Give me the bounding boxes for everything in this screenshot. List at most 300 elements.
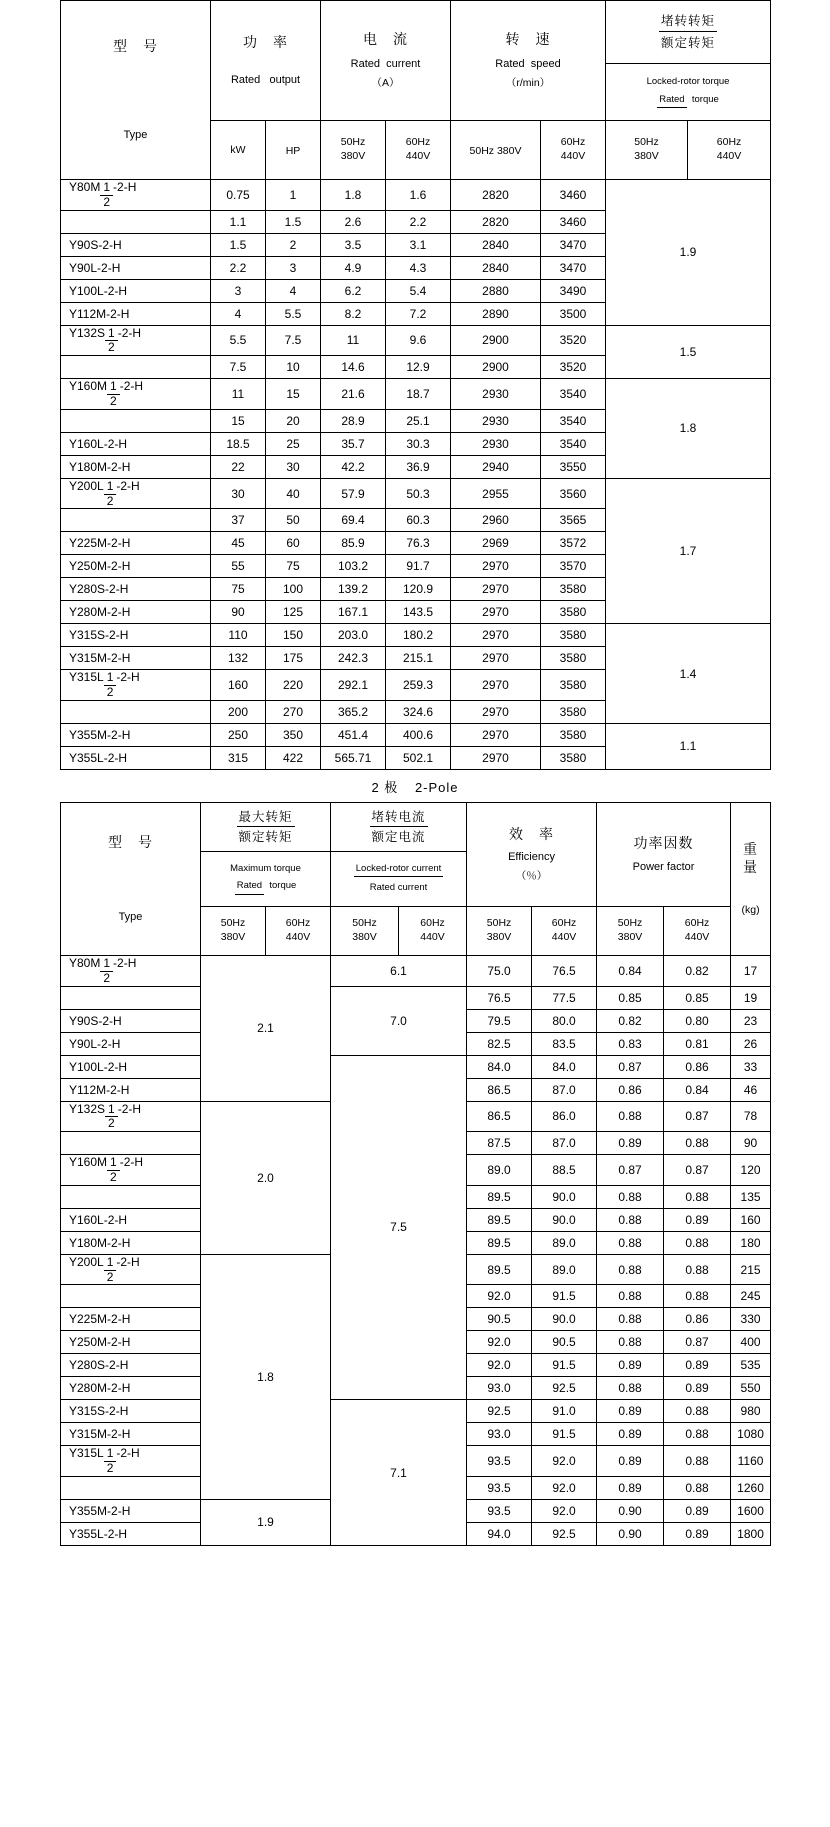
cell-power-factor-60hz: 0.89 (664, 1499, 731, 1522)
header-lrc-cn-bot: 额定电流 (371, 829, 426, 844)
cell-current-50hz: 8.2 (321, 302, 386, 325)
cell-current-50hz: 139.2 (321, 578, 386, 601)
table1-header-row-1 (61, 1, 771, 64)
cell-power-factor-50hz: 0.89 (597, 1354, 664, 1377)
cell-efficiency-50hz: 86.5 (467, 1101, 532, 1132)
cell-current-60hz: 9.6 (386, 325, 451, 356)
cell-speed-50hz: 2970 (451, 723, 541, 746)
cell-power-factor-60hz: 0.88 (664, 1254, 731, 1285)
cell-weight: 46 (731, 1078, 771, 1101)
cell-speed-50hz: 2820 (451, 210, 541, 233)
cell-speed-50hz: 2970 (451, 555, 541, 578)
cell-locked-rotor-current-ratio: 7.0 (331, 986, 467, 1055)
cell-hp: 75 (266, 555, 321, 578)
header-type-cn: 型 号 (113, 38, 158, 55)
cell-current-60hz: 1.6 (386, 180, 451, 211)
cell-current-50hz: 21.6 (321, 379, 386, 410)
cell-efficiency-60hz: 77.5 (532, 986, 597, 1009)
table2-body (61, 955, 771, 1545)
header-type-en: Type (123, 129, 148, 142)
cell-weight: 980 (731, 1400, 771, 1423)
cell-current-50hz: 1.8 (321, 180, 386, 211)
cell-power-factor-60hz: 0.88 (664, 1132, 731, 1155)
type-cell (61, 356, 211, 379)
type-cell: Y160L-2-H (61, 432, 211, 455)
cell-weight: 26 (731, 1032, 771, 1055)
cell-speed-60hz: 3560 (541, 478, 606, 509)
cell-speed-50hz: 2940 (451, 455, 541, 478)
cell-efficiency-60hz: 91.5 (532, 1285, 597, 1308)
cell-power-factor-60hz: 0.80 (664, 1009, 731, 1032)
cell-speed-60hz: 3490 (541, 279, 606, 302)
cell-current-50hz: 203.0 (321, 624, 386, 647)
cell-current-60hz: 400.6 (386, 723, 451, 746)
cell-max-torque-ratio: 2.1 (201, 955, 331, 1101)
cell-current-60hz: 2.2 (386, 210, 451, 233)
cell-power-factor-60hz: 0.88 (664, 1185, 731, 1208)
cell-speed-50hz: 2930 (451, 379, 541, 410)
type-cell (61, 700, 211, 723)
cell-efficiency-50hz: 86.5 (467, 1078, 532, 1101)
type-cell (61, 509, 211, 532)
header-current-en: Rated current (350, 57, 421, 70)
cell-power-factor-60hz: 0.88 (664, 1476, 731, 1499)
cell-efficiency-50hz: 94.0 (467, 1522, 532, 1545)
type-cell: Y90L-2-H (61, 1032, 201, 1055)
cell-power-factor-60hz: 0.86 (664, 1308, 731, 1331)
cell-weight: 330 (731, 1308, 771, 1331)
cell-hp: 422 (266, 746, 321, 769)
type-cell (61, 986, 201, 1009)
type-cell: Y225M-2-H (61, 1308, 201, 1331)
type-cell: Y315S-2-H (61, 624, 211, 647)
type-cell: Y90S-2-H (61, 1009, 201, 1032)
cell-power-factor-50hz: 0.83 (597, 1032, 664, 1055)
cell-efficiency-60hz: 87.0 (532, 1078, 597, 1101)
cell-weight: 120 (731, 1155, 771, 1186)
cell-kw: 30 (211, 478, 266, 509)
cell-current-60hz: 36.9 (386, 455, 451, 478)
cell-efficiency-50hz: 89.5 (467, 1208, 532, 1231)
cell-current-60hz: 91.7 (386, 555, 451, 578)
cell-hp: 150 (266, 624, 321, 647)
type-cell: Y355L-2-H (61, 1522, 201, 1545)
cell-speed-50hz: 2900 (451, 325, 541, 356)
cell-weight: 180 (731, 1231, 771, 1254)
cell-kw: 75 (211, 578, 266, 601)
type-cell: Y280M-2-H (61, 1377, 201, 1400)
cell-power-factor-50hz: 0.89 (597, 1400, 664, 1423)
header2-type-en: Type (118, 911, 143, 924)
cell-efficiency-60hz: 76.5 (532, 955, 597, 986)
cell-current-50hz: 85.9 (321, 532, 386, 555)
cell-efficiency-60hz: 83.5 (532, 1032, 597, 1055)
table-row (61, 955, 771, 986)
cell-efficiency-50hz: 92.0 (467, 1354, 532, 1377)
cell-hp: 2 (266, 233, 321, 256)
cell-power-factor-50hz: 0.89 (597, 1476, 664, 1499)
cell-current-60hz: 76.3 (386, 532, 451, 555)
header-pf-en: Power factor (632, 861, 695, 874)
cell-speed-50hz: 2960 (451, 509, 541, 532)
type-cell: Y355L-2-H (61, 746, 211, 769)
cell-hp: 125 (266, 601, 321, 624)
cell-speed-60hz: 3565 (541, 509, 606, 532)
cell-efficiency-60hz: 90.0 (532, 1308, 597, 1331)
table2-head (61, 802, 774, 955)
header-lrc-en-top: Locked-rotor current (354, 863, 444, 877)
cell-power-factor-60hz: 0.88 (664, 1285, 731, 1308)
cell-current-50hz: 451.4 (321, 723, 386, 746)
type-cell: Y280S-2-H (61, 578, 211, 601)
header-lrc-en-bot: Rated current (369, 882, 428, 894)
cell-efficiency-60hz: 90.5 (532, 1331, 597, 1354)
cell-hp: 60 (266, 532, 321, 555)
type-cell: Y180M-2-H (61, 1231, 201, 1254)
cell-power-factor-60hz: 0.85 (664, 986, 731, 1009)
header-current-60hz: 60Hz 440V (386, 121, 451, 180)
cell-current-50hz: 292.1 (321, 670, 386, 701)
cell-kw: 200 (211, 700, 266, 723)
cell-efficiency-60hz: 90.0 (532, 1208, 597, 1231)
motor-spec-table-upper (60, 0, 771, 770)
header-eff-60hz: 60Hz 440V (532, 906, 597, 955)
type-cell: Y100L-2-H (61, 279, 211, 302)
type-cell: Y315M-2-H (61, 1423, 201, 1446)
type-cell (61, 210, 211, 233)
header2-type (61, 802, 201, 955)
cell-speed-50hz: 2970 (451, 670, 541, 701)
cell-speed-60hz: 3520 (541, 356, 606, 379)
cell-kw: 5.5 (211, 325, 266, 356)
cell-power-factor-50hz: 0.87 (597, 1055, 664, 1078)
table-row (61, 1055, 771, 1078)
cell-speed-60hz: 3540 (541, 409, 606, 432)
cell-power-factor-50hz: 0.90 (597, 1499, 664, 1522)
header-mt-60hz: 60Hz 440V (266, 906, 331, 955)
cell-hp: 350 (266, 723, 321, 746)
cell-speed-50hz: 2890 (451, 302, 541, 325)
cell-current-60hz: 30.3 (386, 432, 451, 455)
cell-efficiency-50hz: 87.5 (467, 1132, 532, 1155)
type-cell: Y90L-2-H (61, 256, 211, 279)
cell-speed-60hz: 3580 (541, 624, 606, 647)
cell-weight: 535 (731, 1354, 771, 1377)
cell-hp: 50 (266, 509, 321, 532)
cell-kw: 250 (211, 723, 266, 746)
cell-efficiency-60hz: 89.0 (532, 1231, 597, 1254)
cell-weight: 1160 (731, 1446, 771, 1477)
table-row (61, 180, 771, 211)
cell-efficiency-60hz: 86.0 (532, 1101, 597, 1132)
cell-speed-60hz: 3540 (541, 432, 606, 455)
cell-speed-50hz: 2970 (451, 624, 541, 647)
cell-hp: 3 (266, 256, 321, 279)
type-cell: Y315L $\frac{1}{2}$ -2-H (61, 1446, 201, 1477)
cell-current-60hz: 25.1 (386, 409, 451, 432)
cell-speed-50hz: 2820 (451, 180, 541, 211)
table2-header-row-1 (61, 802, 771, 851)
cell-kw: 7.5 (211, 356, 266, 379)
header-mt-en-bot: Rated torque (235, 880, 297, 894)
type-cell: Y100L-2-H (61, 1055, 201, 1078)
header-lrc-cn-top: 堵转电流 (370, 809, 428, 827)
cell-efficiency-50hz: 89.5 (467, 1185, 532, 1208)
cell-locked-rotor-current-ratio: 6.1 (331, 955, 467, 986)
cell-current-60hz: 5.4 (386, 279, 451, 302)
table-row (61, 723, 771, 746)
type-cell: Y132S $\frac{1}{2}$ -2-H (61, 325, 211, 356)
cell-speed-60hz: 3580 (541, 601, 606, 624)
cell-efficiency-60hz: 92.0 (532, 1446, 597, 1477)
cell-efficiency-50hz: 92.5 (467, 1400, 532, 1423)
cell-weight: 245 (731, 1285, 771, 1308)
header-power-en: Rated output (230, 74, 301, 87)
type-cell: Y200L $\frac{1}{2}$ -2-H (61, 478, 211, 509)
cell-speed-60hz: 3572 (541, 532, 606, 555)
type-cell: Y355M-2-H (61, 1499, 201, 1522)
cell-efficiency-50hz: 93.0 (467, 1423, 532, 1446)
cell-current-50hz: 35.7 (321, 432, 386, 455)
type-cell: Y160L-2-H (61, 1208, 201, 1231)
cell-power-factor-60hz: 0.89 (664, 1377, 731, 1400)
cell-efficiency-60hz: 91.5 (532, 1354, 597, 1377)
cell-current-60hz: 502.1 (386, 746, 451, 769)
header-speed-en: Rated speed (495, 57, 561, 70)
header-lrc-60hz: 60Hz 440V (399, 906, 467, 955)
header-current-50hz: 50Hz 380V (321, 121, 386, 180)
cell-power-factor-50hz: 0.85 (597, 986, 664, 1009)
cell-hp: 15 (266, 379, 321, 410)
cell-kw: 18.5 (211, 432, 266, 455)
cell-current-60hz: 324.6 (386, 700, 451, 723)
cell-weight: 78 (731, 1101, 771, 1132)
cell-weight: 23 (731, 1009, 771, 1032)
cell-kw: 160 (211, 670, 266, 701)
header-weight-cn: 重 量 (743, 840, 774, 876)
motor-spec-table-lower (60, 802, 774, 1546)
cell-power-factor-60hz: 0.86 (664, 1055, 731, 1078)
cell-hp: 25 (266, 432, 321, 455)
cell-power-factor-50hz: 0.88 (597, 1185, 664, 1208)
header-lrt-50hz: 50Hz 380V (606, 121, 688, 180)
cell-current-60hz: 12.9 (386, 356, 451, 379)
cell-current-50hz: 57.9 (321, 478, 386, 509)
cell-locked-rotor-torque: 1.4 (606, 624, 771, 724)
cell-current-50hz: 28.9 (321, 409, 386, 432)
cell-power-factor-60hz: 0.89 (664, 1208, 731, 1231)
header-weight (731, 802, 774, 955)
cell-kw: 4 (211, 302, 266, 325)
cell-speed-60hz: 3520 (541, 325, 606, 356)
cell-power-factor-50hz: 0.88 (597, 1231, 664, 1254)
cell-speed-60hz: 3580 (541, 578, 606, 601)
cell-hp: 4 (266, 279, 321, 302)
cell-efficiency-50hz: 93.5 (467, 1499, 532, 1522)
header-pf-50hz: 50Hz 380V (597, 906, 664, 955)
cell-kw: 2.2 (211, 256, 266, 279)
type-cell: Y200L $\frac{1}{2}$ -2-H (61, 1254, 201, 1285)
cell-power-factor-50hz: 0.87 (597, 1155, 664, 1186)
header-weight-unit: (kg) (741, 904, 760, 917)
pole-title (0, 770, 830, 802)
header-max-torque (201, 802, 331, 851)
cell-speed-60hz: 3570 (541, 555, 606, 578)
header-efficiency (467, 802, 597, 906)
cell-hp: 30 (266, 455, 321, 478)
cell-hp: 175 (266, 647, 321, 670)
cell-current-60hz: 4.3 (386, 256, 451, 279)
header-eff-cn: 效 率 (509, 826, 555, 843)
cell-current-50hz: 565.71 (321, 746, 386, 769)
cell-power-factor-60hz: 0.88 (664, 1231, 731, 1254)
cell-locked-rotor-current-ratio: 7.1 (331, 1400, 467, 1546)
cell-power-factor-60hz: 0.84 (664, 1078, 731, 1101)
cell-hp: 1 (266, 180, 321, 211)
cell-efficiency-60hz: 92.0 (532, 1476, 597, 1499)
cell-speed-50hz: 2930 (451, 432, 541, 455)
cell-current-60hz: 215.1 (386, 647, 451, 670)
table-row (61, 379, 771, 410)
header-lrt-en-bot: Rated torque (657, 94, 719, 108)
cell-hp: 20 (266, 409, 321, 432)
type-cell: Y250M-2-H (61, 1331, 201, 1354)
cell-hp: 10 (266, 356, 321, 379)
cell-efficiency-60hz: 92.5 (532, 1522, 597, 1545)
cell-current-50hz: 6.2 (321, 279, 386, 302)
cell-power-factor-50hz: 0.88 (597, 1254, 664, 1285)
cell-efficiency-50hz: 76.5 (467, 986, 532, 1009)
table1-wrapper (0, 0, 830, 770)
type-cell: Y80M $\frac{1}{2}$ -2-H (61, 955, 201, 986)
cell-speed-60hz: 3580 (541, 746, 606, 769)
cell-power-factor-60hz: 0.81 (664, 1032, 731, 1055)
table-row (61, 1400, 771, 1423)
cell-kw: 132 (211, 647, 266, 670)
cell-current-50hz: 365.2 (321, 700, 386, 723)
table-row (61, 325, 771, 356)
type-cell (61, 1132, 201, 1155)
cell-locked-rotor-torque: 1.1 (606, 723, 771, 769)
cell-locked-rotor-torque: 1.7 (606, 478, 771, 624)
cell-current-50hz: 242.3 (321, 647, 386, 670)
table-row (61, 986, 771, 1009)
cell-power-factor-50hz: 0.88 (597, 1285, 664, 1308)
cell-efficiency-50hz: 82.5 (467, 1032, 532, 1055)
cell-current-50hz: 3.5 (321, 233, 386, 256)
header-lrt-en (606, 64, 771, 121)
cell-current-60hz: 50.3 (386, 478, 451, 509)
cell-speed-60hz: 3550 (541, 455, 606, 478)
cell-power-factor-60hz: 0.88 (664, 1446, 731, 1477)
cell-efficiency-50hz: 93.5 (467, 1446, 532, 1477)
cell-power-factor-50hz: 0.82 (597, 1009, 664, 1032)
cell-current-60hz: 120.9 (386, 578, 451, 601)
header-speed-60hz: 60Hz 440V (541, 121, 606, 180)
cell-max-torque-ratio: 1.9 (201, 1499, 331, 1545)
cell-kw: 55 (211, 555, 266, 578)
cell-kw: 45 (211, 532, 266, 555)
cell-hp: 7.5 (266, 325, 321, 356)
type-cell (61, 1185, 201, 1208)
cell-speed-60hz: 3500 (541, 302, 606, 325)
cell-efficiency-50hz: 90.5 (467, 1308, 532, 1331)
cell-current-50hz: 69.4 (321, 509, 386, 532)
cell-current-60hz: 7.2 (386, 302, 451, 325)
type-cell: Y180M-2-H (61, 455, 211, 478)
cell-speed-50hz: 2955 (451, 478, 541, 509)
type-cell: Y112M-2-H (61, 1078, 201, 1101)
cell-power-factor-50hz: 0.90 (597, 1522, 664, 1545)
cell-efficiency-60hz: 89.0 (532, 1254, 597, 1285)
type-cell: Y355M-2-H (61, 723, 211, 746)
cell-power-factor-60hz: 0.88 (664, 1423, 731, 1446)
cell-power-factor-60hz: 0.89 (664, 1522, 731, 1545)
type-cell: Y112M-2-H (61, 302, 211, 325)
cell-weight: 19 (731, 986, 771, 1009)
header-power-factor (597, 802, 731, 906)
cell-efficiency-60hz: 84.0 (532, 1055, 597, 1078)
cell-efficiency-50hz: 89.5 (467, 1254, 532, 1285)
header-lrt-cn-bot: 额定转矩 (661, 35, 716, 50)
cell-power-factor-50hz: 0.88 (597, 1208, 664, 1231)
header-lrc-50hz: 50Hz 380V (331, 906, 399, 955)
cell-speed-60hz: 3460 (541, 210, 606, 233)
header-locked-rotor-current (331, 802, 467, 851)
pole-title-en: 2-Pole (414, 779, 459, 795)
cell-efficiency-50hz: 93.5 (467, 1476, 532, 1499)
cell-speed-60hz: 3580 (541, 723, 606, 746)
cell-max-torque-ratio: 1.8 (201, 1254, 331, 1499)
cell-weight: 1260 (731, 1476, 771, 1499)
type-cell: Y315M-2-H (61, 647, 211, 670)
cell-power-factor-50hz: 0.89 (597, 1446, 664, 1477)
cell-power-factor-50hz: 0.88 (597, 1377, 664, 1400)
cell-kw: 11 (211, 379, 266, 410)
cell-current-50hz: 167.1 (321, 601, 386, 624)
cell-current-60hz: 18.7 (386, 379, 451, 410)
cell-speed-60hz: 3580 (541, 647, 606, 670)
cell-current-60hz: 3.1 (386, 233, 451, 256)
cell-locked-rotor-torque: 1.8 (606, 379, 771, 479)
header-locked-rotor-torque (606, 1, 771, 64)
header-lrt-cn-top: 堵转转矩 (659, 13, 717, 31)
header-eff-unit: （％） (515, 869, 548, 882)
cell-efficiency-60hz: 87.0 (532, 1132, 597, 1155)
cell-speed-60hz: 3460 (541, 180, 606, 211)
cell-efficiency-50hz: 92.0 (467, 1331, 532, 1354)
cell-efficiency-60hz: 92.5 (532, 1377, 597, 1400)
cell-locked-rotor-torque: 1.9 (606, 180, 771, 326)
header-eff-50hz: 50Hz 380V (467, 906, 532, 955)
cell-weight: 90 (731, 1132, 771, 1155)
header-speed (451, 1, 606, 121)
cell-speed-50hz: 2880 (451, 279, 541, 302)
cell-kw: 15 (211, 409, 266, 432)
table1-head (61, 1, 771, 180)
header-lrc-en (331, 851, 467, 906)
cell-hp: 270 (266, 700, 321, 723)
header-speed-unit: （r/min） (505, 76, 551, 89)
cell-speed-50hz: 2970 (451, 647, 541, 670)
header-current (321, 1, 451, 121)
cell-speed-50hz: 2930 (451, 409, 541, 432)
header-pf-cn: 功率因数 (633, 835, 694, 852)
cell-efficiency-50hz: 89.5 (467, 1231, 532, 1254)
type-cell (61, 1476, 201, 1499)
header-power (211, 1, 321, 121)
cell-current-50hz: 11 (321, 325, 386, 356)
